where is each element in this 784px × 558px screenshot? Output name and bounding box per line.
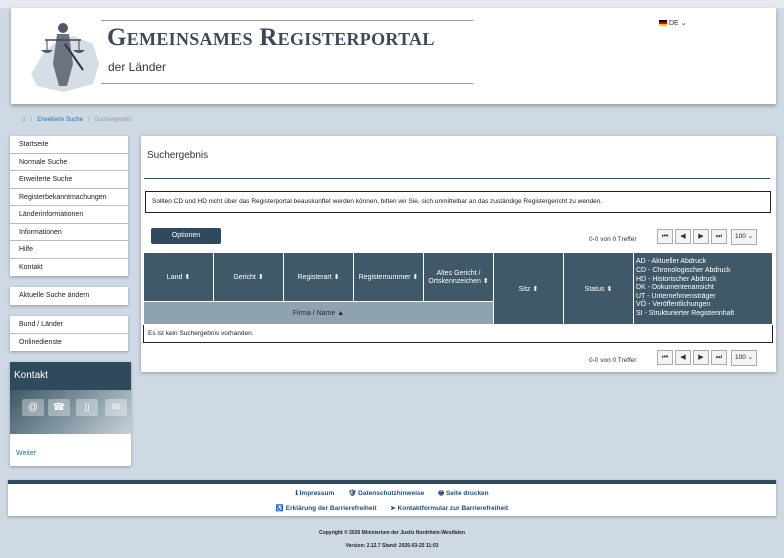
mobile-icon: ▯ (76, 399, 98, 416)
page-size-select-bottom[interactable]: 100 ⌄ (731, 350, 757, 366)
phone-icon: ☎ (48, 399, 70, 416)
title-rule-top (101, 20, 473, 21)
site-subtitle: der Länder (108, 60, 167, 74)
sidebar-item-hilfe[interactable]: Hilfe (10, 241, 128, 259)
sidebar-item-normale-suche[interactable]: Normale Suche (10, 154, 128, 172)
col-sitz[interactable]: Sitz ⬍ (494, 253, 564, 325)
german-flag-icon (659, 20, 667, 26)
top-strip (0, 0, 784, 8)
col-status[interactable]: Status ⬍ (564, 253, 634, 325)
prev-page-button-bottom[interactable]: ◀ (675, 350, 691, 365)
col-altes-gericht[interactable]: Altes Gericht / Ortskennzeichen ⬍ (424, 253, 494, 302)
legend-ut: UT - Unternehmensträger (636, 292, 716, 300)
language-label: DE ⌄ (668, 20, 687, 27)
sidebar-item-startseite[interactable]: Startseite (10, 136, 128, 154)
sidebar-item-aktuelle-suche-aendern[interactable]: Aktuelle Suche ändern (19, 292, 90, 299)
empty-result-message: Es ist kein Suchergebnis vorhanden. (144, 325, 773, 343)
justitia-logo (23, 14, 105, 94)
last-page-button[interactable]: ⏭ (711, 229, 727, 244)
legend-si: SI - Strukturierter Registerinhalt (636, 309, 735, 317)
next-page-button[interactable]: ▶ (693, 229, 709, 244)
breadcrumb-current: Suchergebnis (94, 117, 132, 123)
sidebar-item-informationen[interactable]: Informationen (10, 224, 128, 242)
main-panel (141, 136, 776, 372)
title-box (101, 20, 473, 86)
footer-links-row2 (8, 504, 776, 512)
copyright: Copyright © 2026 Ministerium der Justiz Nordrhein-Westfalen (319, 530, 465, 536)
breadcrumb-erweiterte-suche[interactable]: Erweiterte Suche (37, 117, 83, 123)
print-link[interactable]: 🖶 Seite drucken (438, 490, 489, 497)
col-land[interactable]: Land ⬍ (144, 253, 214, 302)
header (11, 8, 776, 104)
col-gericht[interactable]: Gericht ⬍ (214, 253, 284, 302)
document-legend (634, 253, 773, 325)
contact-title: Kontakt (10, 362, 131, 390)
kontaktformular-link[interactable]: ➤ Kontaktformular zur Barrierefreiheit (390, 505, 509, 512)
first-page-button-bottom[interactable]: ⏮ (657, 350, 673, 365)
hits-count-top: 0-0 von 0 Treffer (589, 236, 637, 243)
col-registerart[interactable]: Registerart ⬍ (284, 253, 354, 302)
last-page-button-bottom[interactable]: ⏭ (711, 350, 727, 365)
contact-image (10, 390, 131, 434)
sidebar-item-registerbekanntmachungen[interactable]: Registerbekanntmachungen (10, 189, 128, 207)
language-select[interactable] (659, 19, 687, 27)
prev-page-button[interactable]: ◀ (675, 229, 691, 244)
contact-box (10, 362, 131, 466)
options-button[interactable]: Optionen (151, 228, 221, 244)
first-page-button[interactable]: ⏮ (657, 229, 673, 244)
results-table (143, 252, 773, 343)
legend-vo: VÖ - Veröffentlichungen (636, 301, 711, 309)
home-icon[interactable]: ⌂ (22, 117, 26, 123)
datenschutz-link[interactable]: 🛡 Datenschutzhinweise (348, 490, 425, 497)
sidebar-item-onlinedienste[interactable]: Onlinedienste (19, 338, 62, 346)
sidebar-extra-nav (10, 316, 128, 351)
pager-bottom (655, 350, 727, 365)
next-page-button-bottom[interactable]: ▶ (693, 350, 709, 365)
legend-ad: AD - Aktueller Abdruck (636, 258, 707, 266)
col-registernummer[interactable]: Registernummer ⬍ (354, 253, 424, 302)
col-firma-name[interactable]: Firma / Name ▲ (144, 302, 494, 325)
page-size-select-top[interactable]: 100 ⌄ (731, 229, 757, 245)
contact-weiter-link[interactable]: Weiter (16, 450, 37, 457)
hits-count-bottom: 0-0 von 0 Treffer (589, 357, 637, 364)
breadcrumb: ⌂ / Erweiterte Suche / Suchergebnis (22, 117, 132, 123)
page-title: Suchergebnis (147, 150, 209, 161)
sidebar-search-nav (10, 287, 128, 305)
info-notice: Sollten CD und HD nicht über das Registerportal beauskunftet werden können, bitten wir Sie, sich unmittelbar an das zuständige Registergericht zu wenden. (145, 191, 771, 213)
pager-top (655, 229, 727, 244)
mail-icon: ✉ (105, 399, 127, 416)
legend-dk: DK - Dokumentenansicht (636, 284, 714, 292)
title-divider (144, 178, 770, 179)
sidebar-item-kontakt[interactable]: Kontakt (19, 263, 43, 271)
impressum-link[interactable]: ℹ Impressum (295, 490, 335, 497)
at-icon: @ (22, 399, 44, 416)
title-rule-bottom (101, 83, 473, 84)
sidebar-item-laenderinformationen[interactable]: Länderinformationen (10, 206, 128, 224)
sidebar-item-bund-laender[interactable]: Bund / Länder (10, 316, 128, 334)
version: Version: 2.12.7 Stand: 2026-03-25 11:03 (345, 543, 439, 549)
sidebar-item-erweiterte-suche[interactable]: Erweiterte Suche (10, 171, 128, 189)
footer-links-row1 (8, 489, 776, 500)
barrierefreiheit-link[interactable]: ♿ Erklärung der Barrierefreiheit (275, 505, 377, 512)
footer (8, 480, 776, 516)
site-title: Gemeinsames Registerportal (107, 24, 435, 51)
legend-hd: HD - Historischer Abdruck (636, 275, 717, 283)
sidebar-main-nav (10, 136, 128, 276)
legend-cd: CD - Chronologischer Abdruck (636, 267, 731, 275)
